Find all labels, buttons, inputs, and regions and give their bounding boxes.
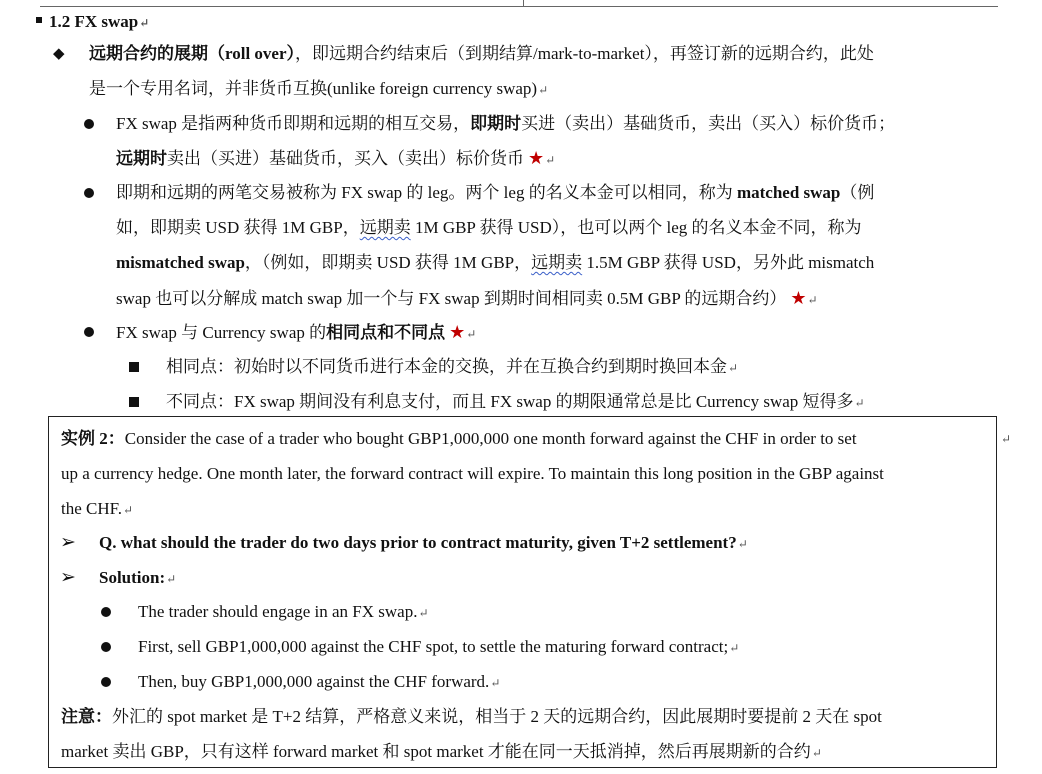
paragraph-mark-icon: ↵ xyxy=(490,676,501,690)
difference-text: 不同点：FX swap 期间没有利息支付，而且 FX swap 的期限通常总是比 Currency swap 短得多 xyxy=(166,392,854,411)
matched-swap-term: matched swap xyxy=(736,183,841,202)
bullet1-forward-bold: 远期时 xyxy=(116,149,167,168)
bullet2-line-4 xyxy=(116,287,818,311)
header-rule xyxy=(40,6,998,7)
paragraph-mark-icon: ↵ xyxy=(538,83,549,97)
solution-step-2-text: First, sell GBP1,000,000 against the CHF spot, to settle the maturing forward contract; xyxy=(138,637,729,656)
note-line-2 xyxy=(61,741,822,764)
solution-step-3-text: Then, buy GBP1,000,000 against the CHF forward. xyxy=(138,672,490,691)
paragraph-mark-icon: ↵ xyxy=(545,153,556,167)
rollover-line-2 xyxy=(89,78,548,101)
similarity-text: 相同点：初始时以不同货币进行本金的交换，并在互换合约到期时换回本金 xyxy=(166,357,727,376)
square-bullet-icon xyxy=(129,397,139,407)
example-line-3 xyxy=(61,498,133,521)
round-bullet-icon xyxy=(84,327,94,337)
note-line-1 xyxy=(61,706,882,728)
example-line-1 xyxy=(61,428,857,450)
heading-bullet-icon xyxy=(36,17,42,23)
bullet1-line-1 xyxy=(116,113,895,135)
bullet1-text-c: 买进（卖出）基础货币，卖出（买入）标价货币； xyxy=(521,114,896,133)
note-label: 注意： xyxy=(61,707,112,726)
round-bullet-icon xyxy=(84,188,94,198)
round-bullet-icon xyxy=(101,642,111,652)
arrow-bullet-icon: ➢ xyxy=(60,531,76,553)
bullet3-line xyxy=(116,321,476,345)
bullet1-spot-bold: 即期时 xyxy=(470,114,522,133)
paragraph-mark-icon: ↵ xyxy=(737,537,748,551)
note-text-1: 外汇的 spot market 是 T+2 结算，严格意义来说，相当于 2 天的远期合约，因此展期时要提前 2 天在 spot xyxy=(112,707,882,726)
square-bullet-icon xyxy=(129,362,139,372)
bullet1-line-2 xyxy=(116,147,555,171)
paragraph-mark-icon: ↵ xyxy=(466,327,477,341)
rollover-line1-text: ，即远期合约结束后（到期结算/mark-to-market），再签订新的远期合约，此处 xyxy=(295,44,874,63)
star-icon: ★ xyxy=(449,322,466,342)
bullet2-line-2 xyxy=(116,217,862,239)
bullet3-bold: 相同点和不同点 xyxy=(326,323,446,342)
difference-line xyxy=(166,391,865,414)
bullet2-text-1c: （例 xyxy=(840,183,875,202)
paragraph-mark-icon: ↵ xyxy=(1001,432,1012,446)
paragraph-mark-icon: ↵ xyxy=(729,641,740,655)
similarity-line xyxy=(166,356,738,379)
mismatched-swap-term: mismatched swap xyxy=(116,253,245,272)
paragraph-mark-icon: ↵ xyxy=(418,606,429,620)
example-text-3: the CHF. xyxy=(61,499,122,518)
bullet1-text-a: FX swap 是指两种货币即期和远期的相互交易， xyxy=(116,114,471,133)
bullet3-text-a: FX swap 与 Currency swap 的 xyxy=(116,323,327,342)
round-bullet-icon xyxy=(84,119,94,129)
solution-step-2 xyxy=(138,636,739,659)
spellcheck-flagged-text: 远期卖 xyxy=(359,218,411,237)
solution-step-3 xyxy=(138,671,500,694)
paragraph-mark-icon: ↵ xyxy=(166,572,177,586)
note-text-2: market 卖出 GBP，只有这样 forward market 和 spot market 才能在同一天抵消掉，然后再展期新的合约 xyxy=(61,742,811,761)
example-label: 实例 2： xyxy=(61,429,125,448)
round-bullet-icon xyxy=(101,677,111,687)
bullet2-line-1 xyxy=(116,182,874,204)
arrow-bullet-icon: ➢ xyxy=(60,566,76,588)
round-bullet-icon xyxy=(101,607,111,617)
spellcheck-flagged-text: 远期卖 xyxy=(531,253,583,272)
rollover-line-1 xyxy=(89,43,874,65)
rollover-term: 远期合约的展期（roll over） xyxy=(89,44,296,63)
bullet1-text-e: 卖出（买进）基础货币，买入（卖出）标价货币 xyxy=(167,149,524,168)
example-line-2 xyxy=(61,463,884,485)
rollover-line2-text: 是一个专用名词，并非货币互换(unlike foreign currency swap) xyxy=(89,79,538,98)
bullet2-text-2c: 1M GBP 获得 USD），也可以两个 leg 的名义本金不同，称为 xyxy=(410,218,862,237)
star-icon: ★ xyxy=(790,288,807,308)
bullet2-text-3b: ，（例如，即期卖 USD 获得 1M GBP， xyxy=(244,253,532,272)
solution-step-1-text: The trader should engage in an FX swap. xyxy=(138,602,418,621)
solution-step-1 xyxy=(138,601,429,624)
section-title-text: 1.2 FX swap xyxy=(49,12,139,31)
paragraph-mark-icon: ↵ xyxy=(139,16,150,30)
example-text-1: Consider the case of a trader who bought GBP1,000,000 one month forward against the CHF in order to set xyxy=(124,429,857,448)
paragraph-mark-icon: ↵ xyxy=(807,293,818,307)
diamond-bullet-icon: ◆ xyxy=(53,46,65,62)
section-title xyxy=(49,11,149,34)
header-divider xyxy=(523,0,524,6)
paragraph-mark-icon: ↵ xyxy=(854,396,865,410)
solution-text: Solution: xyxy=(99,568,166,587)
bullet2-line-3 xyxy=(116,252,874,274)
bullet2-text-1a: 即期和远期的两笔交易被称为 FX swap 的 leg。两个 leg 的名义本金可以相同，称为 xyxy=(116,183,737,202)
question-line xyxy=(99,532,748,555)
bullet2-text-3d: 1.5M GBP 获得 USD，另外此 mismatch xyxy=(582,253,875,272)
paragraph-mark-icon: ↵ xyxy=(728,361,739,375)
paragraph-mark-icon: ↵ xyxy=(811,746,822,760)
star-icon: ★ xyxy=(528,148,545,168)
question-text: Q. what should the trader do two days prior to contract maturity, given T+2 settlement? xyxy=(99,533,737,552)
solution-heading xyxy=(99,567,176,590)
bullet2-text-4: swap 也可以分解成 match swap 加一个与 FX swap 到期时间相同卖 0.5M GBP 的远期合约） xyxy=(116,289,787,308)
example-text-2: up a currency hedge. One month later, the forward contract will expire. To maintain this long position in the GBP against xyxy=(61,464,884,483)
bullet2-text-2a: 如，即期卖 USD 获得 1M GBP， xyxy=(116,218,360,237)
paragraph-mark-icon: ↵ xyxy=(122,503,134,517)
